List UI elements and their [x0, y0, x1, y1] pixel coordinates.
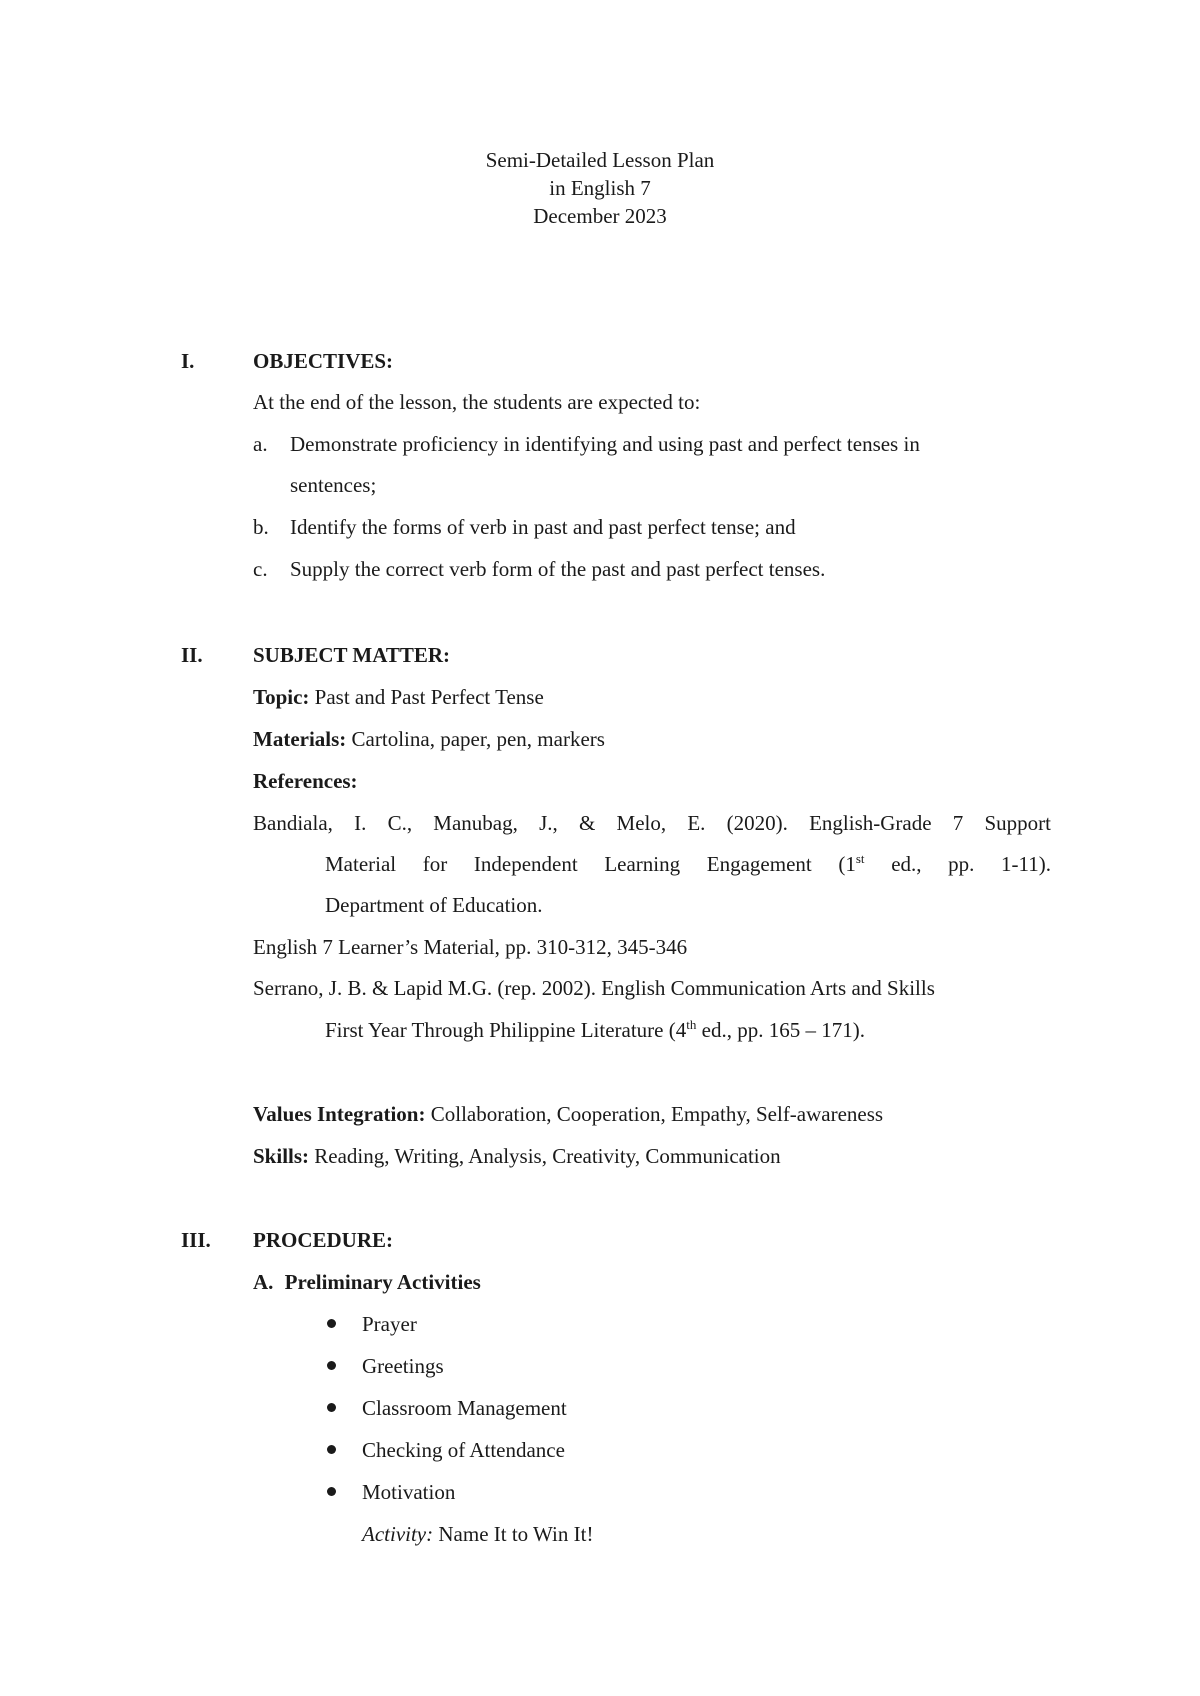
skills-label: Skills: [253, 1144, 310, 1168]
document-subject: in English 7 [549, 176, 651, 200]
reference-1-line1: Bandiala, I. C., Manubag, J., & Melo, E. (2020). English-Grade 7 Support [253, 811, 1051, 835]
bullet-item-classroom-management: Classroom Management [362, 1396, 567, 1420]
reference-2-line1: English 7 Learner’s Material, pp. 310-312, 345-346 [253, 935, 688, 959]
section-heading-objectives: OBJECTIVES: [253, 349, 394, 373]
document-date: December 2023 [533, 204, 667, 228]
values-integration-line [253, 1101, 883, 1127]
bullet-icon [327, 1319, 336, 1328]
values-value: Collaboration, Cooperation, Empathy, Self-awareness [430, 1102, 884, 1126]
reference-1-line3: Department of Education. [325, 893, 543, 917]
topic-line [253, 684, 544, 710]
procedure-subheading [253, 1269, 481, 1295]
objective-a-line1: Demonstrate proficiency in identifying and using past and perfect tenses in [290, 432, 920, 456]
procedure-sub-title: Preliminary Activities [284, 1270, 481, 1294]
bullet-item-motivation: Motivation [362, 1480, 456, 1504]
bullet-item-prayer: Prayer [362, 1312, 417, 1336]
reference-3-line2: First Year Through Philippine Literature (4th ed., pp. 165 – 171). [325, 1017, 865, 1042]
bullet-item-attendance: Checking of Attendance [362, 1438, 565, 1462]
objective-b-line1: Identify the forms of verb in past and past perfect tense; and [290, 515, 796, 539]
reference-1-line2: Material for Independent Learning Engagement (1st ed., pp. 1-11). [325, 851, 1051, 876]
section-numeral-objectives: I. [181, 349, 195, 373]
materials-line [253, 726, 605, 752]
procedure-sub-letter: A. [253, 1270, 274, 1294]
section-numeral-procedure: III. [181, 1228, 211, 1252]
materials-label: Materials: [253, 727, 347, 751]
bullet-icon [327, 1487, 336, 1496]
bullet-item-greetings: Greetings [362, 1354, 444, 1378]
reference-3-line1: Serrano, J. B. & Lapid M.G. (rep. 2002). English Communication Arts and Skills [253, 976, 935, 1000]
topic-label: Topic: [253, 685, 310, 709]
objective-letter-a: a. [253, 432, 268, 456]
section-numeral-subject-matter: II. [181, 643, 203, 667]
bullet-icon [327, 1361, 336, 1370]
objective-letter-b: b. [253, 515, 269, 539]
topic-value: Past and Past Perfect Tense [314, 685, 544, 709]
skills-line [253, 1143, 781, 1169]
section-heading-subject-matter: SUBJECT MATTER: [253, 643, 451, 667]
activity-label: Activity: [362, 1522, 434, 1546]
objective-c-line1: Supply the correct verb form of the past and past perfect tenses. [290, 557, 826, 581]
section-heading-procedure: PROCEDURE: [253, 1228, 393, 1252]
document-header [0, 146, 1200, 230]
references-label: References: [253, 769, 358, 793]
objective-letter-c: c. [253, 557, 268, 581]
objectives-intro: At the end of the lesson, the students are expected to: [253, 390, 701, 414]
activity-line [362, 1521, 593, 1547]
values-label: Values Integration: [253, 1102, 426, 1126]
bullet-icon [327, 1403, 336, 1412]
materials-value: Cartolina, paper, pen, markers [351, 727, 605, 751]
objective-a-line2: sentences; [290, 473, 377, 497]
activity-value: Name It to Win It! [438, 1522, 594, 1546]
document-title: Semi-Detailed Lesson Plan [485, 148, 715, 172]
skills-value: Reading, Writing, Analysis, Creativity, Communication [314, 1144, 781, 1168]
bullet-icon [327, 1445, 336, 1454]
